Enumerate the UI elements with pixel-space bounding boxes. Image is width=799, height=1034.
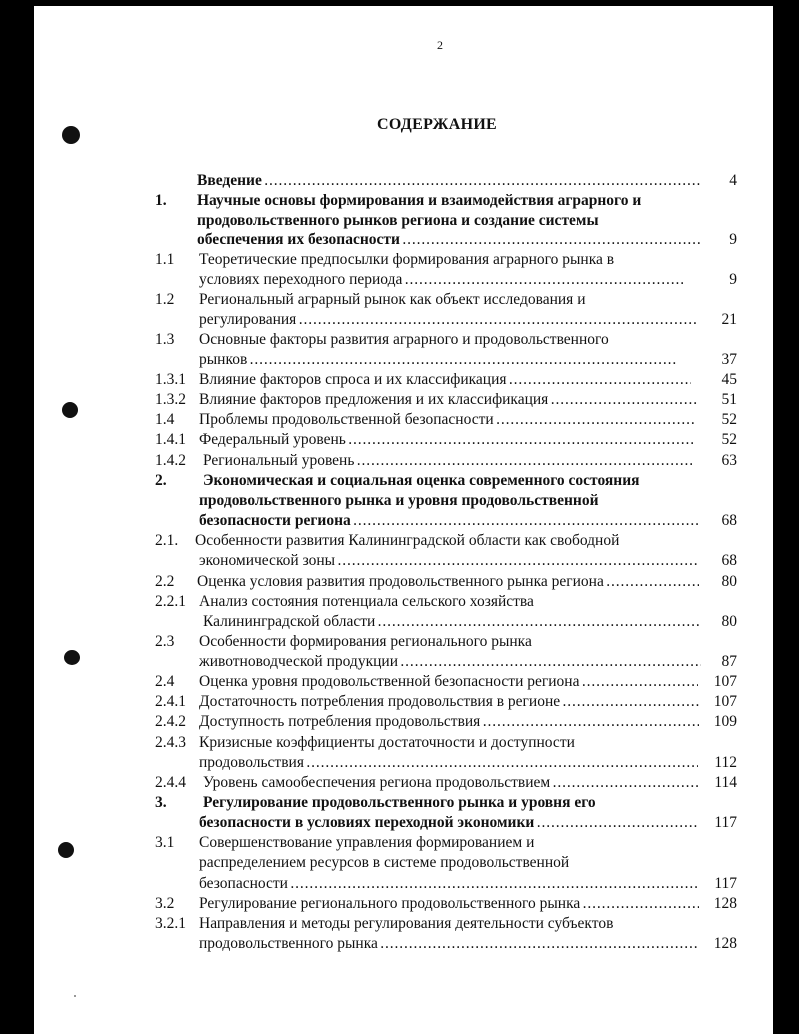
- toc-entry-number: 1.2: [155, 291, 175, 308]
- toc-entry: [0, 270, 799, 290]
- toc-entry-number: 1.4.2: [155, 452, 186, 469]
- toc-entry-page: 37: [721, 351, 737, 368]
- toc-entry-page: 107: [713, 673, 737, 690]
- toc-entry-page: 51: [721, 391, 737, 408]
- toc-entry-text: Введение . . .: [197, 171, 700, 191]
- toc-entry: [0, 813, 799, 833]
- toc-entry-page: 9: [729, 231, 737, 248]
- toc-entry: [0, 894, 799, 914]
- toc-entry-page: 114: [714, 774, 737, 791]
- toc-entry-text: продовольственного рынка . . .: [199, 934, 699, 954]
- toc-entry-text: Анализ состояния потенциала сельского хозяйства: [199, 593, 534, 610]
- toc-entry-text: Оценка условия развития продовольственного рынка региона . . .: [197, 572, 699, 592]
- toc-entry: [0, 390, 799, 410]
- toc-entry-page: 52: [721, 411, 737, 428]
- toc-entry-text: Научные основы формирования и взаимодействия аграрного и: [197, 192, 642, 209]
- toc-entry-page: 128: [713, 895, 737, 912]
- toc-entry-page: 4: [729, 172, 737, 189]
- toc-entry-text: Региональный аграрный рынок как объект исследования и: [199, 291, 586, 308]
- toc-entry: [0, 652, 799, 672]
- toc-entry: [0, 511, 799, 531]
- toc-entry: [0, 471, 799, 491]
- page-title: СОДЕРЖАНИЕ: [377, 116, 498, 133]
- toc-entry: [0, 350, 799, 370]
- toc-entry-number: 1.3: [155, 331, 175, 348]
- toc-entry: [0, 310, 799, 330]
- toc-entry-number: 1.3.1: [155, 371, 186, 388]
- toc-entry-page: 80: [721, 613, 737, 630]
- toc-entry-page: 63: [721, 452, 737, 469]
- toc-entry-text: рынков . . .: [199, 350, 677, 370]
- toc-entry: [0, 491, 799, 511]
- toc-entry-text: животноводческой продукции . . .: [199, 652, 701, 672]
- toc-entry-number: 3.2: [155, 895, 175, 912]
- toc-entry: [0, 592, 799, 612]
- toc-entry-number: 2.4: [155, 673, 175, 690]
- toc-entry-text: Регулирование продовольственного рынка и уровня его: [203, 794, 596, 811]
- toc-entry-text: Федеральный уровень . . .: [199, 430, 693, 450]
- toc-entry-page: 21: [721, 311, 737, 328]
- toc-entry: [0, 753, 799, 773]
- toc-entry-page: 87: [721, 653, 737, 670]
- toc-entry-number: 2.4.1: [155, 693, 186, 710]
- toc-entry: [0, 874, 799, 894]
- toc-entry: [0, 531, 799, 551]
- toc-entry: [0, 692, 799, 712]
- toc-entry-number: 3.: [155, 794, 167, 811]
- toc-entry-number: 1.: [155, 192, 167, 209]
- toc-entry-text: Направления и методы регулирования деятельности субъектов: [199, 915, 614, 932]
- toc-entry-number: 2.4.3: [155, 734, 186, 751]
- toc-entry-text: продовольственного рынков региона и создание системы: [197, 212, 599, 229]
- toc-entry: [0, 451, 799, 471]
- toc-entry-text: Проблемы продовольственной безопасности . . .: [199, 410, 694, 430]
- toc-entry-page: 9: [729, 271, 737, 288]
- page-number: 2: [437, 38, 443, 52]
- toc-entry-number: 2.: [155, 472, 167, 489]
- toc-entry: [0, 551, 799, 571]
- toc-entry: [0, 853, 799, 873]
- toc-entry: [0, 191, 799, 211]
- toc-entry-page: 117: [714, 875, 737, 892]
- toc-entry: [0, 914, 799, 934]
- toc-entry-text: Экономическая и социальная оценка современного состояния: [203, 472, 640, 489]
- toc-entry-text: Достаточность потребления продовольствия в регионе . . .: [199, 692, 699, 712]
- toc-entry-page: 128: [713, 935, 737, 952]
- toc-entry-page: 107: [713, 693, 737, 710]
- toc-entry: [0, 672, 799, 692]
- toc-entry: [0, 330, 799, 350]
- toc-entry-text: продовольственного рынка и уровня продовольственной: [199, 492, 599, 509]
- toc-entry: [0, 230, 799, 250]
- toc-entry: [0, 833, 799, 853]
- toc-entry-number: 2.2: [155, 573, 175, 590]
- toc-entry-number: 1.4: [155, 411, 175, 428]
- toc-entry-text: регулирования . . .: [199, 310, 696, 330]
- toc-entry: [0, 572, 799, 592]
- toc-entry-text: Влияние факторов спроса и их классификация . . .: [199, 370, 691, 390]
- toc-entry: [0, 430, 799, 450]
- toc-entry-number: 1.3.2: [155, 391, 186, 408]
- toc-entry-number: 2.1.: [155, 532, 179, 549]
- toc-entry-text: Кризисные коэффициенты достаточности и доступности: [199, 734, 575, 751]
- toc-entry: [0, 171, 799, 191]
- toc-entry: [0, 793, 799, 813]
- toc-entry: [0, 733, 799, 753]
- toc-entry-page: 68: [721, 512, 737, 529]
- toc-entry-text: продовольствия . . .: [199, 753, 698, 773]
- toc-entry-text: безопасности в условиях переходной экономики . . .: [199, 813, 699, 833]
- toc-entry-text: Региональный уровень . . .: [203, 451, 692, 471]
- toc-entry-page: 109: [713, 713, 737, 730]
- toc-entry-text: обеспечения их безопасности . . .: [197, 230, 700, 250]
- toc-entry: [0, 632, 799, 652]
- toc-entry-text: Влияние факторов предложения и их классификация . . .: [199, 390, 699, 410]
- toc-entry-number: 2.3: [155, 633, 175, 650]
- toc-entry: [0, 712, 799, 732]
- toc-entry: [0, 290, 799, 310]
- toc-entry-text: Особенности формирования регионального рынка: [199, 633, 532, 650]
- toc-entry: [0, 410, 799, 430]
- toc-entry-text: Калининградской области . . .: [203, 612, 700, 632]
- toc-entry-page: 80: [721, 573, 737, 590]
- toc-entry: [0, 211, 799, 231]
- toc-entry-text: распределением ресурсов в системе продовольственной: [199, 854, 570, 871]
- toc-entry-text: Регулирование регионального продовольственного рынка . . .: [199, 894, 699, 914]
- toc-entry-text: Основные факторы развития аграрного и продовольственного: [199, 331, 609, 348]
- toc-entry-number: 3.2.1: [155, 915, 186, 932]
- toc-entry-number: 3.1: [155, 834, 175, 851]
- toc-entry-text: безопасности . . .: [199, 874, 699, 894]
- toc-entry-text: экономической зоны . . .: [199, 551, 697, 571]
- toc-entry-page: 68: [721, 552, 737, 569]
- toc-entry-page: 52: [721, 431, 737, 448]
- toc-entry: [0, 250, 799, 270]
- toc-entry-text: Совершенствование управления формированием и: [199, 834, 535, 851]
- toc-entry-page: 45: [721, 371, 737, 388]
- toc-entry-number: 2.4.2: [155, 713, 186, 730]
- toc-entry-text: Оценка уровня продовольственной безопасности региона . . .: [199, 672, 698, 692]
- toc-entry: [0, 612, 799, 632]
- toc-entry-number: 1.1: [155, 251, 175, 268]
- toc-entry-number: 1.4.1: [155, 431, 186, 448]
- toc-entry-number: 2.2.1: [155, 593, 186, 610]
- toc-entry-text: Особенности развития Калининградской области как свободной: [195, 532, 620, 549]
- toc-entry-page: 112: [714, 754, 737, 771]
- toc-entry-text: безопасности региона . . .: [199, 511, 698, 531]
- toc-entry-text: условиях переходного периода . . .: [199, 270, 683, 290]
- toc-entry-text: Теоретические предпосылки формирования аграрного рынка в: [199, 251, 615, 268]
- toc-entry-text: Уровень самообеспечения региона продовольствием . . .: [203, 773, 699, 793]
- toc-entry-number: 2.4.4: [155, 774, 186, 791]
- toc-entry: [0, 370, 799, 390]
- toc-entry: [0, 934, 799, 954]
- toc-entry-page: 117: [714, 814, 737, 831]
- toc-entry: [0, 773, 799, 793]
- toc-entry-text: Доступность потребления продовольствия . . .: [199, 712, 699, 732]
